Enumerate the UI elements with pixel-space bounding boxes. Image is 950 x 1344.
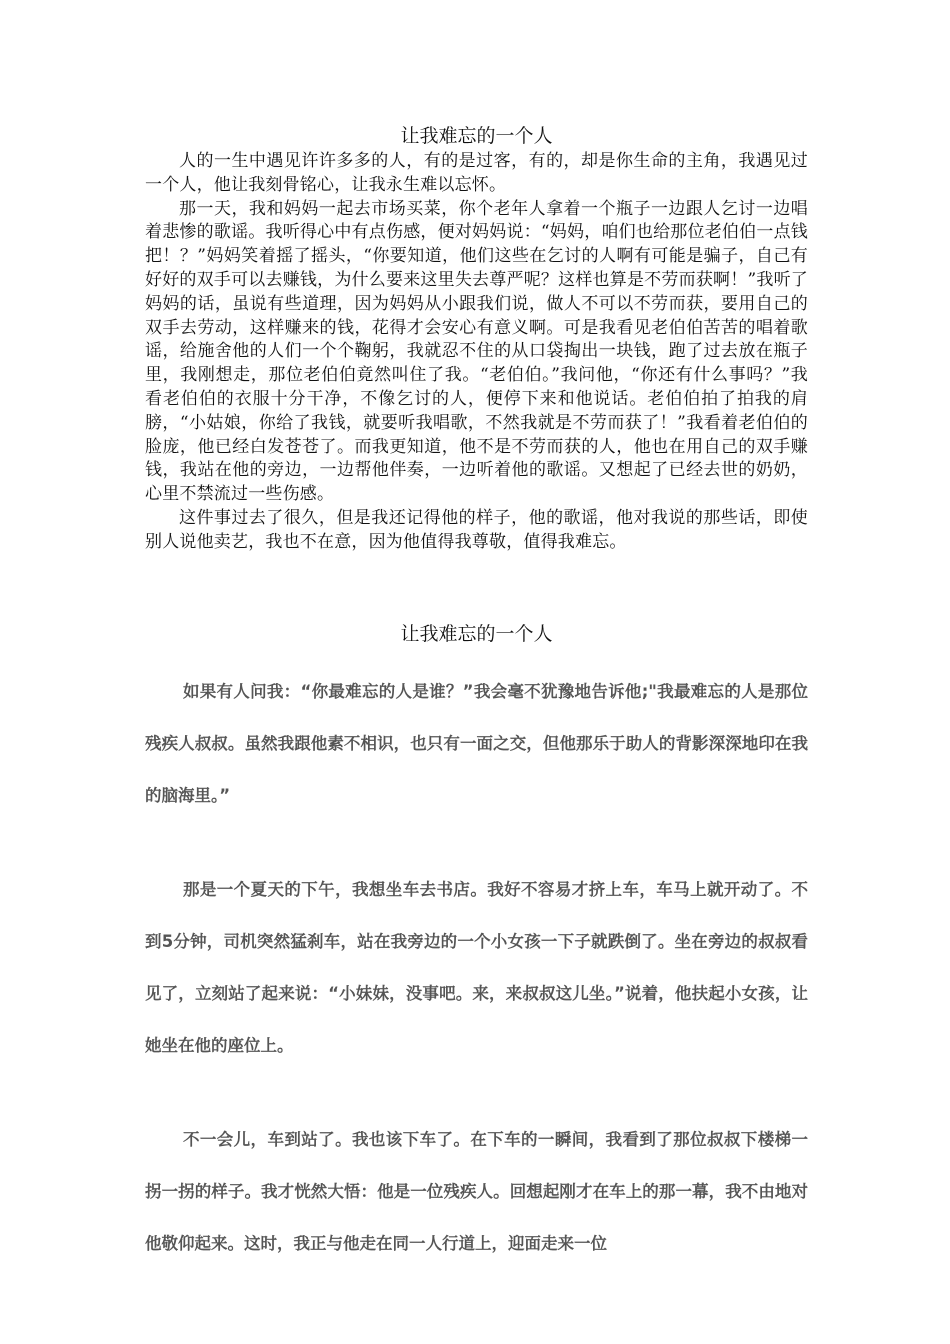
- essay-two-title: 让我难忘的一个人: [400, 623, 553, 645]
- essay-two-paragraph-3: 不一会儿，车到站了。我也该下车了。在下车的一瞬间，我看到了那位叔叔下楼梯一拐一拐的样子。我才恍然大悟：他是一位残疾人。回想起刚才在车上的那一幕，我不由地对他敬仰起来。这时，我正与他走在同一人行道上，迎面走来一位: [145, 1130, 808, 1253]
- essay-one-paragraph-2: 那一天，我和妈妈一起去市场买菜，你个老年人拿着一个瓶子一边跟人乞讨一边唱着悲惨的歌谣。我听得心中有点伤感，便对妈妈说：“妈妈，咱们也给那位老伯伯一点钱把！？”妈妈笑着摇了摇头，“你要知道，他们这些在乞讨的人啊有可能是骗子，自己有好好的双手可以去赚钱，为什么要来这里失去尊严呢？这样也算是不劳而获啊！”我听了妈妈的话，虽说有些道理，因为妈妈从小跟我们说，做人不可以不劳而获，要用自己的双手去劳动，这样赚来的钱，花得才会安心有意义啊。可是我看见老伯伯苦苦的唱着歌谣，给施舍他的人们一个个鞠躬，我就忍不住的从口袋掏出一块钱，跑了过去放在瓶子里，我刚想走，那位老伯伯竟然叫住了我。“老伯伯。”我问他，“你还有什么事吗？”我看老伯伯的衣服十分干净，不像乞讨的人，便停下来和他说话。老伯伯拍了拍我的肩膀，“小姑娘，你给了我钱，就要听我唱歌，不然我就是不劳而获了！”我看着老伯伯的脸庞，他已经白发苍苍了。而我更知道，他不是不劳而获的人，他也在用自己的双手赚钱，我站在他的旁边，一边帮他伴奏，一边听着他的歌谣。又想起了已经去世的奶奶，心里不禁流过一些伤感。: [145, 198, 808, 505]
- essay-one-paragraph-3: 这件事过去了很久，但是我还记得他的样子，他的歌谣，他对我说的那些话，即使别人说他卖艺，我也不在意，因为他值得我尊敬，值得我难忘。: [145, 507, 808, 552]
- essay-two: [145, 666, 808, 1270]
- essay-two-paragraph-1: 如果有人问我：“你最难忘的人是谁？”我会毫不犹豫地告诉他;"我最难忘的人是那位残疾人叔叔。虽然我跟他素不相识，也只有一面之交，但他那乐于助人的背影深深地印在我的脑海里。”: [145, 682, 808, 805]
- essay-one-paragraph-1: 人的一生中遇见许许多多的人，有的是过客，有的，却是你生命的主角，我遇见过一个人，他让我刻骨铭心，让我永生难以忘怀。: [145, 151, 808, 195]
- essay-one: [145, 122, 808, 555]
- essay-two-paragraph-2: 那是一个夏天的下午，我想坐车去书店。我好不容易才挤上车，车马上就开动了。不到5分钟，司机突然猛刹车，站在我旁边的一个小女孩一下子就跌倒了。坐在旁边的叔叔看见了，立刻站了起来说：“小妹妹，没事吧。来，来叔叔这儿坐。”说着，他扶起小女孩，让她坐在他的座位上。: [145, 880, 808, 1055]
- essay-one-title: 让我难忘的一个人: [400, 125, 553, 147]
